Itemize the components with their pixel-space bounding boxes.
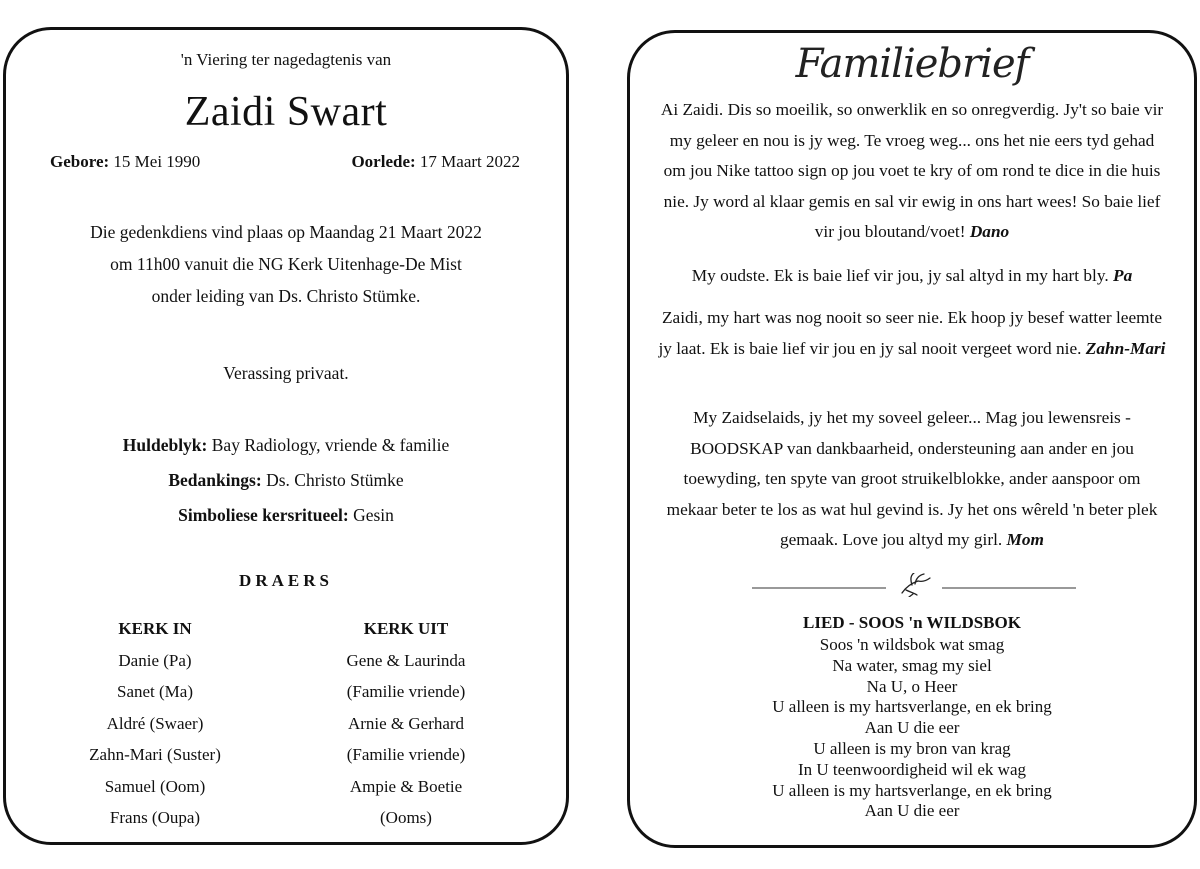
kerk-uit-column xyxy=(296,613,516,834)
intro-line: 'n Viering ter nagedagtenis van xyxy=(180,50,392,69)
deceased-name: Zaidi Swart xyxy=(184,89,388,135)
born-label: Gebore: xyxy=(50,152,110,171)
list-item: (Ooms) xyxy=(380,808,432,827)
divider-graphic xyxy=(630,573,1193,597)
list-item: Ampie & Boetie xyxy=(349,776,463,796)
service-details xyxy=(6,216,566,312)
message-signature: Mom xyxy=(1006,530,1044,549)
service-line: om 11h00 vanuit die NG Kerk Uitenhage-De Mist xyxy=(110,254,462,274)
right-page-panel xyxy=(627,30,1197,848)
credit-label: Simboliese kersritueel: xyxy=(178,505,349,525)
kerk-uit-heading: KERK UIT xyxy=(363,619,449,638)
family-letter-title: Familiebrief xyxy=(795,41,1029,87)
list-item: Aldré (Swaer) xyxy=(106,713,204,733)
hymn-title: LIED - SOOS 'n WILDSBOK xyxy=(803,613,1021,632)
message-signature: Zahn-Mari xyxy=(1085,338,1166,358)
lyric-line: In U teenwoordigheid wil ek wag xyxy=(797,759,1027,779)
family-message xyxy=(658,95,1166,248)
list-item: Samuel (Oom) xyxy=(104,776,206,796)
lyric-line: U alleen is my bron van krag xyxy=(813,738,1011,758)
lyric-line: Aan U die eer xyxy=(864,801,960,821)
died-value: 17 Maart 2022 xyxy=(415,152,520,171)
family-message xyxy=(658,303,1166,364)
birth-date xyxy=(50,152,200,172)
died-label: Oorlede: xyxy=(351,152,416,171)
lyric-line: Na water, smag my siel xyxy=(832,655,992,675)
list-item: Sanet (Ma) xyxy=(116,682,193,701)
family-message xyxy=(658,261,1166,292)
list-item: (Familie vriende) xyxy=(346,682,466,701)
dove-icon xyxy=(902,573,930,597)
message-text: My Zaidselaids, jy het my soveel geleer... Mag jou lewensreis - BOODSKAP van dankbaarheid, ondersteuning aan ander en jou toewyding, ten spyte van groot struikelblokke, ander aanspoor om mekaar beter te los as wat hul gevind is. Jy het ons wêreld 'n beter plek gemaak. Love jou altyd my girl. xyxy=(666,408,1158,549)
list-item: Danie (Pa) xyxy=(118,650,192,670)
kerk-in-column xyxy=(45,613,265,834)
lyric-line: U alleen is my hartsverlange, en ek bring xyxy=(772,697,1052,717)
credit-value: Gesin xyxy=(348,505,394,525)
kerk-in-heading: KERK IN xyxy=(118,619,192,638)
message-text: Ai Zaidi. Dis so moeilik, so onwerklik en so onregverdig. Jy't so baie vir my geleer en nou is jy weg. Te vroeg weg... ons het nie eers tyd gehad om jou Nike tattoo sign op jou voet te kry of om rond te dice in die huis nie. Jy word al klaar gemis en sal vir ewig in ons hart wees! So baie lief vir jou bloutand/voet! xyxy=(660,100,1164,241)
death-date xyxy=(351,152,520,172)
list-item: Frans (Oupa) xyxy=(109,808,201,827)
born-value: 15 Mei 1990 xyxy=(109,152,201,171)
service-line: Die gedenkdiens vind plaas op Maandag 21 Maart 2022 xyxy=(90,222,482,242)
credit-line xyxy=(6,463,566,498)
left-page-panel xyxy=(3,27,569,845)
credit-value: Ds. Christo Stümke xyxy=(261,470,404,490)
message-text: My oudste. Ek is baie lief vir jou, jy sal altyd in my hart bly. xyxy=(691,266,1109,285)
hymn-lyrics xyxy=(630,635,1194,822)
dove-divider xyxy=(630,573,1194,597)
credit-label: Huldeblyk: xyxy=(122,435,208,455)
list-item: Zahn-Mari (Suster) xyxy=(89,745,221,764)
lyric-line: Na U, o Heer xyxy=(866,676,958,696)
credit-line xyxy=(6,498,566,533)
lyric-line: Soos 'n wildsbok wat smag xyxy=(819,635,1005,654)
list-item: Gene & Laurinda xyxy=(346,650,466,670)
credit-value: Bay Radiology, vriende & familie xyxy=(207,435,450,455)
list-item: (Familie vriende) xyxy=(346,745,466,764)
service-line: onder leiding van Ds. Christo Stümke. xyxy=(151,286,421,306)
lyric-line: Aan U die eer xyxy=(864,718,960,738)
credits-list xyxy=(6,428,566,533)
message-text: Zaidi, my hart was nog nooit so seer nie. Ek hoop jy besef watter leemte jy laat. Ek is baie lief vir jou en jy sal nooit vergeet word nie. xyxy=(658,308,1163,358)
message-signature: Dano xyxy=(969,222,1010,241)
credit-line xyxy=(6,428,566,463)
cremation-note: Verassing privaat. xyxy=(223,363,349,383)
list-item: Arnie & Gerhard xyxy=(347,713,465,733)
pallbearers-title: DRAERS xyxy=(239,571,333,590)
message-signature: Pa xyxy=(1113,266,1133,285)
lyric-line: U alleen is my hartsverlange, en ek bring xyxy=(772,780,1052,800)
family-message xyxy=(658,403,1166,556)
credit-label: Bedankings: xyxy=(168,470,262,490)
